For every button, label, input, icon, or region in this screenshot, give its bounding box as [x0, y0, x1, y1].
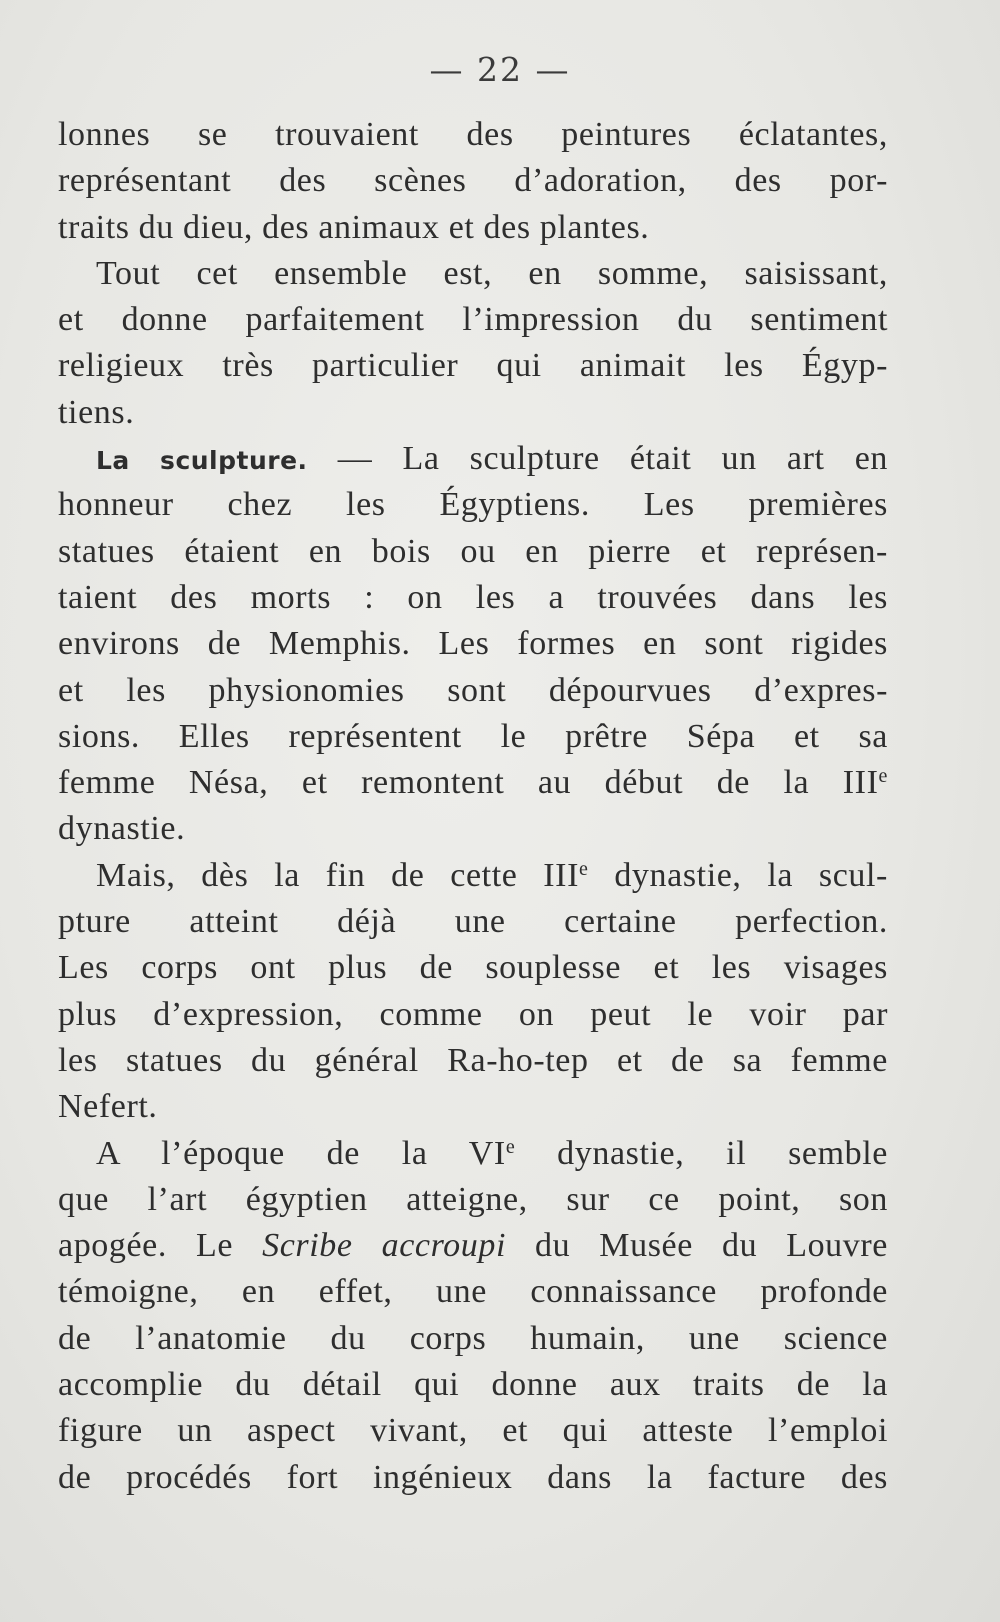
line-text: environs de Memphis. Les formes en sont rigides — [58, 625, 888, 663]
line-text: les statues du général Ra-ho-tep et de sa femme — [58, 1041, 888, 1079]
text-line — [58, 1455, 888, 1501]
text-line — [58, 205, 888, 251]
line-text: témoigne, en effet, une connaissance profonde — [58, 1273, 888, 1311]
italic-title: Scribe accroupi — [262, 1227, 507, 1265]
line-text: plus d’expression, comme on peut le voir par — [58, 995, 888, 1033]
text-line — [58, 1131, 888, 1177]
text-line — [58, 1362, 888, 1408]
line-text: A l’époque de la VI — [96, 1134, 506, 1172]
text-line — [58, 1223, 888, 1269]
line-text: de procédés fort ingénieux dans la facture des — [58, 1458, 888, 1496]
text-line — [58, 575, 888, 621]
line-text: statues étaient en bois ou en pierre et représen- — [58, 532, 888, 570]
line-text: de l’anatomie du corps humain, une science — [58, 1319, 888, 1357]
line-text: représentant des scènes d’adoration, des por- — [58, 162, 888, 200]
line-text: tiens. — [58, 393, 135, 431]
line-text: apogée. Le — [58, 1227, 263, 1265]
text-line — [58, 945, 888, 991]
section-heading: La sculpture. — [96, 446, 308, 476]
text-line — [58, 1408, 888, 1454]
line-text: dynastie, il semble — [515, 1134, 888, 1172]
line-text: honneur chez les Égyptiens. Les premières — [58, 486, 888, 524]
line-text: traits du dieu, des animaux et des plantes. — [58, 208, 650, 246]
line-text: femme Nésa, et remontent au début de la III — [58, 764, 879, 802]
line-text: Tout cet ensemble est, en somme, saisissant, — [96, 254, 888, 292]
text-line — [58, 760, 888, 806]
text-line — [58, 1038, 888, 1084]
line-text: que l’art égyptien atteigne, sur ce point, son — [58, 1180, 888, 1218]
line-text: Les corps ont plus de souplesse et les visages — [58, 949, 888, 987]
line-text: du Musée du Louvre — [506, 1227, 888, 1265]
text-line — [58, 251, 888, 297]
line-text: taient des morts : on les a trouvées dans les — [58, 578, 888, 616]
text-line — [58, 112, 888, 158]
text-line — [58, 1084, 888, 1130]
text-line — [58, 390, 888, 436]
page-number: — 22 — — [429, 50, 571, 89]
text-line — [58, 992, 888, 1038]
superscript: e — [878, 765, 888, 788]
line-text: Mais, dès la fin de cette III — [96, 856, 580, 894]
text-line — [58, 482, 888, 528]
line-text: dynastie, la scul- — [588, 856, 888, 894]
text-line — [58, 1269, 888, 1315]
text-line — [58, 297, 888, 343]
line-text: Nefert. — [58, 1088, 158, 1126]
line-text: et donne parfaitement l’impression du sentiment — [58, 301, 888, 339]
body-text — [58, 112, 888, 1501]
line-text: accomplie du détail qui donne aux traits de la — [58, 1366, 888, 1404]
text-line — [58, 1316, 888, 1362]
line-text: — La sculpture était un art en — [307, 440, 888, 478]
text-line — [58, 806, 888, 852]
superscript: e — [505, 1135, 516, 1158]
text-line — [58, 621, 888, 667]
text-line — [58, 343, 888, 389]
line-text: lonnes se trouvaient des peintures éclatantes, — [58, 116, 888, 153]
text-line — [58, 899, 888, 945]
line-text: figure un aspect vivant, et qui atteste l’emploi — [58, 1412, 888, 1450]
text-line — [58, 668, 888, 714]
text-line — [58, 436, 888, 482]
text-line — [58, 1177, 888, 1223]
text-line — [58, 529, 888, 575]
line-text: pture atteint déjà une certaine perfection. — [58, 903, 888, 941]
superscript: e — [579, 857, 589, 880]
text-line — [58, 714, 888, 760]
line-text: religieux très particulier qui animait les Égyp- — [58, 347, 888, 385]
line-text: dynastie. — [58, 810, 186, 848]
text-line — [58, 853, 888, 899]
line-text: sions. Elles représentent le prêtre Sépa et sa — [58, 717, 888, 755]
text-line — [58, 158, 888, 204]
line-text: et les physionomies sont dépourvues d’expres- — [58, 671, 888, 709]
